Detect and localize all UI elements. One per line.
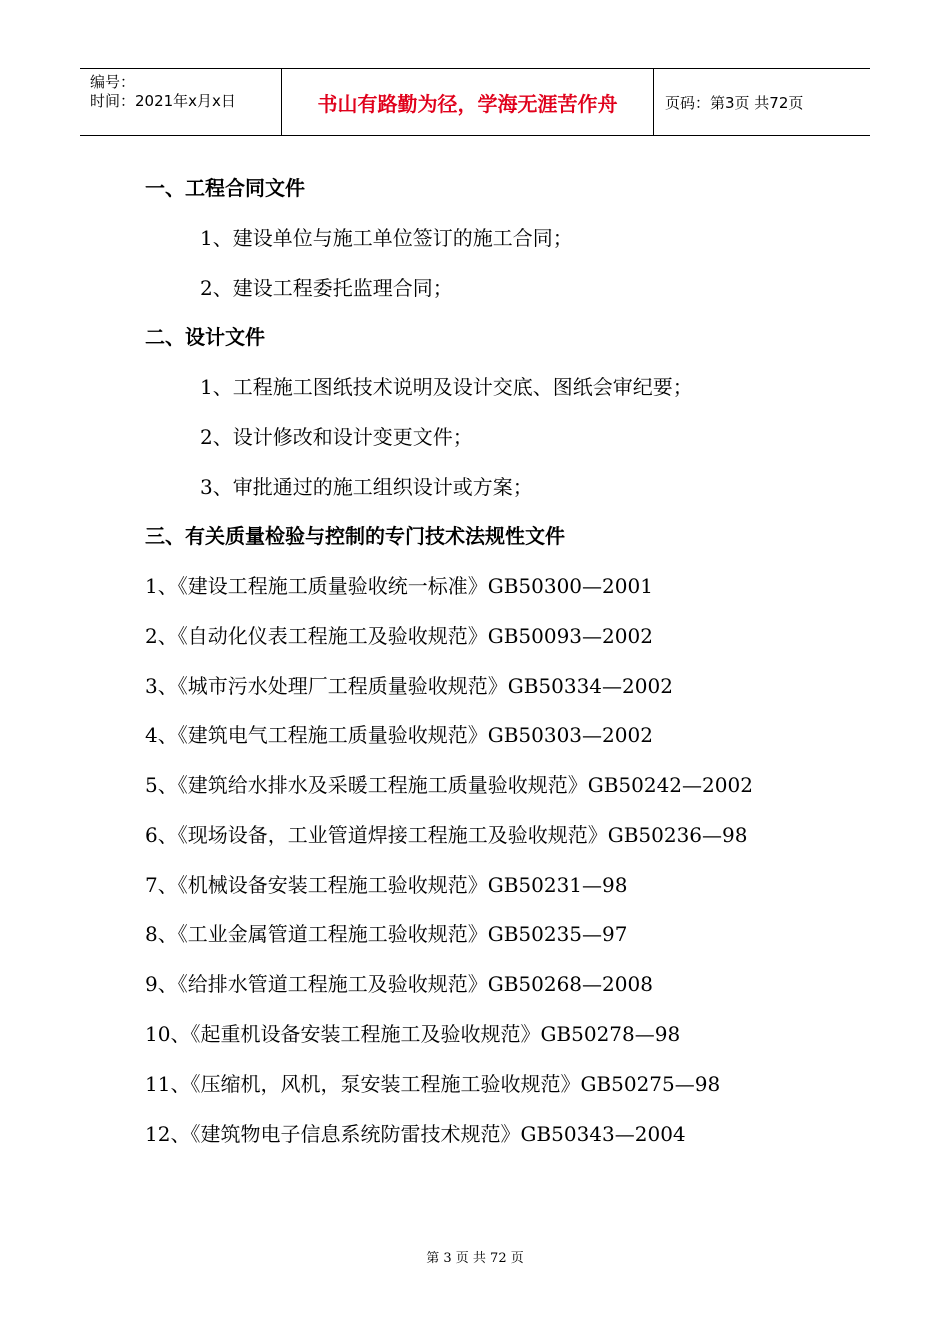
section-heading: 三、有关质量检验与控制的专门技术法规性文件	[145, 524, 565, 548]
standard-item: 1、《建设工程施工质量验收统一标准》GB50300—2001	[145, 574, 653, 598]
header-motto: 书山有路勤为径，学海无涯苦作舟	[282, 69, 654, 135]
standard-item: 2、《自动化仪表工程施工及验收规范》GB50093—2002	[145, 624, 653, 648]
standard-item: 8、《工业金属管道工程施工验收规范》GB50235—97	[145, 922, 628, 946]
section-heading: 一、工程合同文件	[145, 176, 305, 200]
list-item: 3、审批通过的施工组织设计或方案；	[200, 475, 533, 499]
header-meta	[80, 69, 282, 135]
header-page-info: 页码：第3页 共72页	[665, 93, 804, 112]
standard-item: 11、《压缩机，风机，泵安装工程施工验收规范》GB50275—98	[145, 1072, 721, 1096]
list-item: 1、工程施工图纸技术说明及设计交底、图纸会审纪要；	[200, 375, 693, 399]
document-date: 时间：2021年x月x日	[90, 92, 236, 110]
standard-item: 5、《建筑给水排水及采暖工程施工质量验收规范》GB50242—2002	[145, 773, 753, 797]
standard-item: 9、《给排水管道工程施工及验收规范》GB50268—2008	[145, 972, 653, 996]
standard-item: 4、《建筑电气工程施工质量验收规范》GB50303—2002	[145, 723, 653, 747]
list-item: 2、设计修改和设计变更文件；	[200, 425, 473, 449]
list-item: 2、建设工程委托监理合同；	[200, 276, 453, 300]
section-heading: 二、设计文件	[145, 325, 265, 349]
standard-item: 10、《起重机设备安装工程施工及验收规范》GB50278—98	[145, 1022, 681, 1046]
page-header	[80, 68, 870, 136]
page-footer: 第 3 页 共 72 页	[426, 1251, 524, 1266]
standard-item: 12、《建筑物电子信息系统防雷技术规范》GB50343—2004	[145, 1122, 686, 1146]
standard-item: 7、《机械设备安装工程施工验收规范》GB50231—98	[145, 873, 628, 897]
document-number-label: 编号：	[90, 73, 136, 91]
standard-item: 3、《城市污水处理厂工程质量验收规范》GB50334—2002	[145, 674, 673, 698]
list-item: 1、建设单位与施工单位签订的施工合同；	[200, 226, 573, 250]
standard-item: 6、《现场设备，工业管道焊接工程施工及验收规范》GB50236—98	[145, 823, 748, 847]
